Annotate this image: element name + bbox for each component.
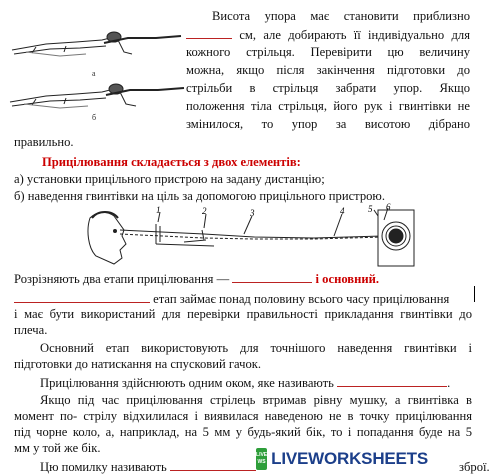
liveworksheets-logo — [256, 446, 428, 472]
answer-blank-eye[interactable] — [337, 374, 447, 387]
intro-line-6: положення тіла стрільця, його рук і гвинтівки не — [186, 99, 470, 113]
error-line-1: Якщо під час прицілювання стрілець втримав рівну мушку, а гвинтівка в — [40, 393, 472, 407]
figure-label-b: б — [92, 113, 97, 122]
eye-line: Прицілювання здійснюють одним оком, яке називають . — [40, 376, 451, 390]
error-line-last: Цю помилку називають зброї. — [40, 460, 490, 474]
liveworksheets-text: LIVEWORKSHEETS — [271, 449, 428, 468]
diagram-label-6: 6 — [386, 202, 391, 212]
text-cursor — [474, 286, 475, 302]
main-stage-line-1: Основний етап використовують для точнішого наведення гвинтівки і — [40, 341, 472, 355]
intro-line-1: Висота упора має становити приблизно — [212, 9, 470, 23]
intro-line-3: кожного стрільця. Перевірити цю величину — [186, 45, 470, 59]
aiming-diagram — [84, 204, 424, 270]
error-line-2: момент по- стрілу відхилилася і виявилася наведеною не в точку прицілювання — [14, 409, 472, 423]
stages-line-3: і має бути використаний для перевірки правильності прикладання гвинтівки до — [14, 307, 472, 321]
diagram-label-2: 2 — [202, 206, 207, 216]
stages-line-4: плеча. — [14, 323, 48, 337]
diagram-label-4: 4 — [340, 206, 345, 216]
answer-blank-preliminary[interactable] — [14, 290, 150, 303]
diagram-label-5: 5 — [368, 204, 373, 214]
aiming-item-b: б) наведення гвинтівки на ціль за допомогою прицільного пристрою. — [14, 189, 385, 203]
liveworksheets-badge: LIVE WS — [256, 448, 267, 470]
aiming-heading: Прицілювання складається з двох елементів: — [42, 155, 301, 169]
diagram-label-3: 3 — [250, 208, 255, 218]
intro-line-2: см, але добирають її індивідуально для — [186, 26, 470, 43]
figure-label-a: а — [92, 69, 96, 78]
diagram-label-1: 1 — [156, 205, 161, 215]
intro-line-5: стрільби в стрільця забрати упор. Якщо — [186, 81, 470, 95]
stages-line-1: Розрізняють два етапи прицілювання — і основний. — [14, 272, 380, 286]
intro-line-4: можна, якщо після закінчення підготовки до — [186, 63, 470, 77]
intro-line-8: правильно. — [14, 135, 74, 149]
main-stage-line-2: підготовки до натискання на спусковий гачок. — [14, 357, 262, 371]
error-line-4: мм у той же бік. — [14, 441, 101, 455]
error-line-3: під чорне коло, а, наприклад, на 5 мм у будь-який бік, то і попадання буде на 5 — [14, 425, 472, 439]
answer-blank-stage[interactable] — [232, 270, 312, 283]
answer-blank-height[interactable] — [186, 26, 232, 39]
aiming-item-a: а) установки прицільного пристрою на задану дистанцію; — [14, 172, 325, 186]
prone-shooters-illustration — [6, 16, 196, 126]
intro-line-7: змінилося, то упор за висотою дібрано — [186, 117, 470, 131]
stages-line-2: етап займає понад половину всього часу прицілювання — [14, 290, 449, 307]
